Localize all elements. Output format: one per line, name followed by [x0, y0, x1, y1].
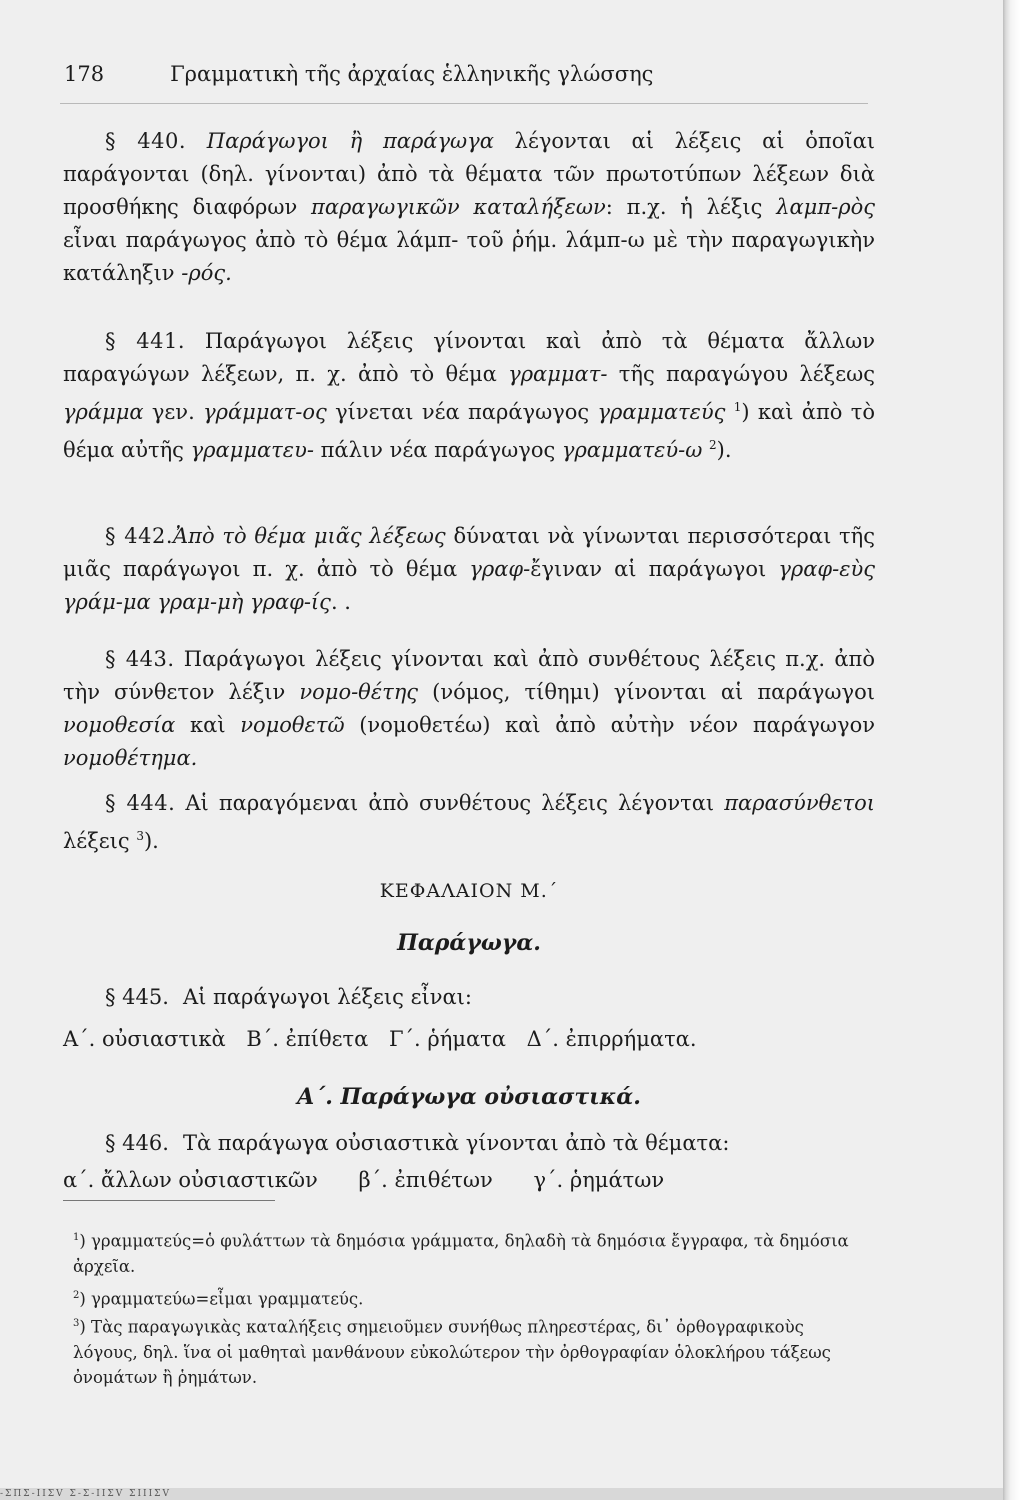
section-number: § 445.: [105, 985, 169, 1009]
paragraph-442: [63, 520, 875, 619]
section-number: § 441.: [105, 329, 186, 353]
footnote-text: ) γραμματεύς=ὁ φυλάττων τὰ δημόσια γράμματα, δηλαδὴ τὰ δημόσια ἔγγραφα, τὰ δημόσια ἀρχεῖα.: [73, 1231, 849, 1276]
term: νομοθέτημα.: [63, 746, 198, 770]
paragraph-text: γίνεται νέα παράγωγος: [326, 400, 598, 424]
term: Παράγωγοι ἢ παράγωγα: [206, 129, 494, 153]
term: παραγωγικῶν καταλήξεων: [311, 195, 606, 219]
term: -ρός.: [181, 261, 232, 285]
section-title: Α΄. Παράγωγα οὐσιαστικά.: [297, 1084, 641, 1110]
footnote-marker: 2: [73, 1290, 80, 1301]
paragraph-text: (νομοθετέω) καὶ ἀπὸ αὐτὴν νέον παράγωγον: [344, 713, 875, 737]
term: γραμματευ-: [190, 438, 314, 462]
term: λαμπ-ρὸς: [776, 195, 875, 219]
paragraph-text: Τὰ παράγωγα οὐσιαστικὰ γίνονται ἀπὸ τὰ θέματα:: [182, 1131, 730, 1155]
paragraph-443: [63, 643, 875, 775]
bleed-through-strip: -ΣΠΣ-ΙΙΣV Σ-Σ-ΙΙΣV ΣΙΙΙΣV: [0, 1488, 1005, 1500]
list-item: Δ΄. ἐπιρρήματα.: [526, 1027, 697, 1051]
term: γραμματ-: [508, 362, 608, 386]
header-rule: [60, 103, 868, 104]
term: νομοθεσία: [63, 713, 176, 737]
list-item: γ΄. ῥημάτων: [533, 1168, 665, 1192]
paragraph-444: [63, 787, 875, 858]
running-title: Γραμματικὴ τῆς ἀρχαίας ἑλληνικῆς γλώσσης: [170, 62, 654, 86]
paragraph-text: Αἱ παραγόμεναι ἀπὸ συνθέτους λέξεις λέγονται: [185, 791, 725, 815]
section-number: § 442.: [105, 524, 173, 548]
section-number: § 444.: [105, 791, 176, 815]
paragraph-text: Παράγωγοι λέξεις γίνονται καὶ ἀπὸ συνθέτους λέξεις π.χ. ἀπὸ τὴν σύνθετον λέξιν: [63, 647, 875, 704]
term: γραφ-εὺς γράμ-μα γραμ-μὴ γραφ-ίς: [63, 557, 876, 614]
derivation-sources-list: [63, 1168, 678, 1192]
paragraph-text: (νόμος, τίθημι) γίνονται αἱ παράγωγοι: [418, 680, 875, 704]
paragraph-text: καὶ: [175, 713, 241, 737]
section-number: § 443.: [105, 647, 175, 671]
paragraph-text: λέξεις: [63, 829, 137, 853]
footnote-ref: 2: [709, 438, 717, 452]
footnote-marker: 1: [73, 1232, 80, 1243]
footnote-text: ) Τὰς παραγωγικὰς καταλήξεις σημειοῦμεν συνήθως πληρεστέρας, δι᾽ ὀρθογραφικοὺς λόγους, δηλ. ἵνα οἱ μαθηταὶ μανθάνουν εὐκολώτερον τὴν ὀρθογραφίαν ὁλοκλήρου τάξεως ὀνομάτων ἢ ῥημάτων.: [73, 1317, 831, 1387]
list-item: β΄. ἐπιθέτων: [358, 1168, 493, 1192]
parts-of-speech-list: [63, 1027, 711, 1051]
list-item: Γ΄. ῥήματα: [388, 1027, 506, 1051]
paragraph-text: ἔγιναν αἱ παράγωγοι: [530, 557, 779, 581]
paragraph-text: : π.χ. ἡ λέξις: [605, 195, 777, 219]
section-number: § 440.: [105, 129, 187, 153]
footnote-ref: 1: [733, 400, 742, 414]
paragraph-text: ).: [143, 829, 159, 853]
page-edge: [1003, 0, 1020, 1500]
term: γράμμα: [63, 400, 144, 424]
chapter-label: ΚΕΦΑΛΑΙΟΝ Μ.΄: [379, 880, 559, 902]
chapter-title: Παράγωγα.: [397, 930, 541, 956]
term: γραφ-: [469, 557, 531, 581]
term: Ἀπὸ τὸ θέμα μιᾶς λέξεως: [173, 524, 446, 548]
term: νομο-θέτης: [299, 680, 419, 704]
paragraph-text: ) καὶ ἀπὸ τὸ θέμα αὐτῆς: [63, 400, 875, 462]
footnote-2: [73, 1283, 873, 1312]
footnote-ref: 3: [136, 829, 144, 843]
list-item: Β΄. ἐπίθετα: [246, 1027, 369, 1051]
term: γράμματ-ος: [203, 400, 327, 424]
footnote-rule: [63, 1200, 275, 1201]
footnote-text: ) γραμματεύω=εἶμαι γραμματεύς.: [79, 1289, 364, 1309]
paragraph-445: [105, 985, 486, 1009]
paragraph-text: Παράγωγοι λέξεις γίνονται καὶ ἀπὸ τὰ θέματα ἄλλων παραγώγων λέξεων, π. χ. ἀπὸ τὸ θέμα: [63, 329, 875, 386]
paragraph-text: Αἱ παράγωγοι λέξεις εἶναι:: [182, 985, 472, 1009]
paragraph-text: γεν.: [143, 400, 204, 424]
paragraph-text: δύναται νὰ γίνωνται περισσότεραι τῆς μιᾶς παράγωγοι π. χ. ἀπὸ τὸ θέμα: [63, 524, 876, 581]
paragraph-441: [63, 325, 875, 467]
term: γραμματεύς: [597, 400, 726, 424]
list-item: α΄. ἄλλων οὐσιαστικῶν: [63, 1168, 318, 1192]
paragraph-text: εἶναι παράγωγος ἀπὸ τὸ θέμα λάμπ- τοῦ ῥήμ. λάμπ-ω μὲ τὴν παραγωγικὴν κατάληξιν: [63, 228, 875, 285]
page-header: [64, 62, 784, 86]
footnote-marker: 3: [73, 1318, 80, 1329]
term: παρασύνθετοι: [724, 791, 875, 815]
paragraph-text: πάλιν νέα παράγωγος: [313, 438, 562, 462]
footnote-1: [73, 1225, 873, 1279]
paragraph-text: ).: [716, 438, 732, 462]
paragraph-text: τῆς παραγώγου λέξεως: [607, 362, 876, 386]
list-item: Α΄. οὐσιαστικὰ: [63, 1027, 226, 1051]
paragraph-440: [63, 125, 875, 290]
term: νομοθετῶ: [240, 713, 345, 737]
paragraph-text: λέγονται αἱ λέξεις αἱ ὁποῖαι παράγονται (δηλ. γίνονται) ἀπὸ τὰ θέματα τῶν πρωτοτύπων λέξεων διὰ προσθήκης διαφόρων: [63, 129, 875, 219]
page-number: 178: [64, 62, 105, 86]
term: γραμματεύ-ω: [561, 438, 703, 462]
paragraph-text: . .: [330, 590, 351, 614]
footnote-3: [73, 1311, 873, 1390]
paragraph-446: [105, 1131, 743, 1155]
section-number: § 446.: [105, 1131, 169, 1155]
